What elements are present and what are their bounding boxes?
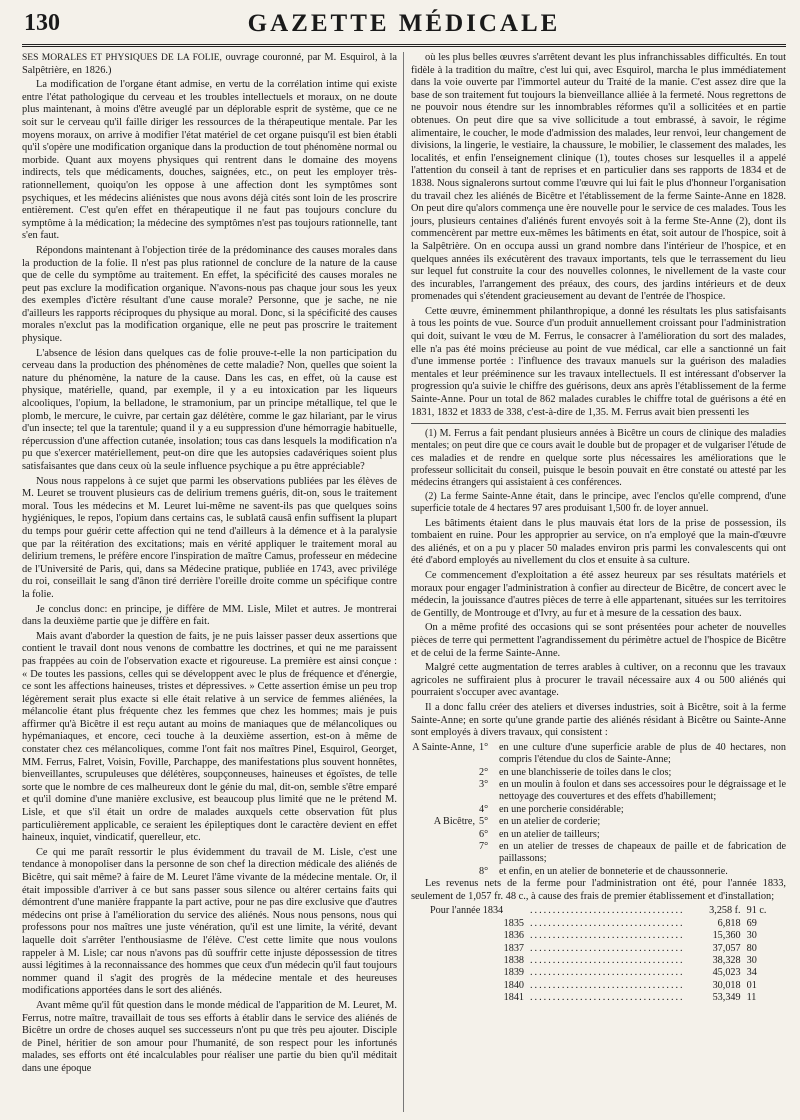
table-row bbox=[427, 943, 780, 955]
paragraph: La modification de l'organe étant admise, en vertu de la corrélation intime qui existe entre l'état pathologique du cerveau et les troubles intellectuels et moraux, on ne doute plus maintenant, à moins d'être aveuglé par un déplorable esprit de système, que ce ne soit sur le cerveau qu'il faille diriger les ressources de la thérapeutique mentale. Par les moyens moraux, on arrive à modifier l'état matériel de cet organe puisqu'il est bien établi qu'il s'opère une modification organique dans la production de tout phénomène normal ou morbide. Quant aux moyens physiques qui rentrent dans le domaine des moyens indirects, tels que médicaments, douches, saignées, etc., on peut les employer très-rationnellement, quoiqu'on les oppose à une affection dont les symptômes sont psychiques, et les médecins aliénistes que nous avons déjà cités sont loin de les proscrire entièrement. C'est qu'en effet en thérapeutique il ne faut pas toujours conclure du symptôme à la médication; la médecine des symptômes n'est pas toujours rationnelle, tant s'en faut. bbox=[22, 79, 397, 242]
list-item-text: en un atelier de tailleurs; bbox=[499, 828, 600, 840]
list-item-place: A Bicêtre, bbox=[433, 816, 475, 828]
paragraph: Répondons maintenant à l'objection tirée de la prédominance des causes morales dans la production de la folie. Il n'est pas plus rationnel de conclure de la nature de la cause que de celle du symptôme au traitement. En effet, la spécificité des causes morales ne peut pas exclure la modification organique. N'avons-nous pas chaque jour sous les yeux des exemples d'ictère résultant d'une cause morale? Personne, que je sache, ne nie d'ailleurs les rapports réciproques du physique au moral. Donc, si la spécificité des causes morales n'exclut pas la modification organique, elle ne peut pas proscrire le traitement physique. bbox=[22, 244, 397, 345]
intro-line bbox=[22, 52, 397, 77]
table-row bbox=[427, 992, 780, 1004]
list-item-place bbox=[411, 866, 479, 878]
paragraph: Avant même qu'il fût question dans le monde médical de l'apparition de M. Leuret, M. Ferrus, notre maître, travaillait de tous ses efforts à établir dans le service des aliénés de Bicêtre un ordre de choses auquel ses successeurs n'ont pu que très peu ajouter. Disciple de Pinel, héritier de son amour pour l'humanité, de son respect pour les infortunés malades, ses efforts ont été incalculables pour réaliser une partie du bien qu'il méditait dans une époque bbox=[22, 999, 397, 1074]
revenue-francs: 3,258 f. bbox=[709, 905, 741, 917]
work-list bbox=[411, 742, 786, 878]
right-column bbox=[404, 52, 786, 1112]
list-item-text: en une blanchisserie de toiles dans le clos; bbox=[499, 766, 672, 778]
paragraph: Nous nous rappelons à ce sujet que parmi les observations publiées par les élèves de M. Leuret se trouvent plusieurs cas de delirium tremens guéris, dit-on, sous le traitement moral. Tous les médecins et M. Leuret lui-même ne savent-ils pas que quelques soins hygiéniques, le repos, l'opium dans certains cas, le sublatâ causâ enfin suffisent la plupart du temps pour guérir cette affection qui ne tend d'ailleurs à la démence et à la paralysie que par la réitération des excitations; mais en vérité appliquer le traitement moral au delirium tremens, le préfère encore l'inspiration de maître Camus, professeur en médecine de l'Université de Paris, qui, dans sa Médecine pratique, publiée en 1743, avec privilége du roi, conseillait le sang d'ânon tiré derrière l'oreille droite comme un spécifique contre la folie. bbox=[22, 475, 397, 600]
revenue-cents: 11 bbox=[746, 992, 757, 1004]
paragraph: Ce commencement d'exploitation a été assez heureux par ses résultats matériels et moraux pour engager l'administration à confier au directeur de Bicêtre, de concert avec le médecin, la jouissance d'autres pièces de terre à elle appartenant, situées sur les territoires de Gentilly, de Montrouge et d'Ivry, au fur et à mesure de la cessation des baux. bbox=[411, 570, 786, 619]
left-paragraphs bbox=[22, 79, 397, 1075]
revenue-year: 1837 bbox=[503, 942, 524, 954]
revenue-year: Pour l'année 1834 bbox=[430, 905, 504, 917]
newspaper-page bbox=[22, 8, 786, 1112]
revenue-table bbox=[427, 905, 780, 1004]
leader-dots: .................................. bbox=[530, 992, 685, 1004]
paragraph: Mais avant d'aborder la question de faits, je ne puis laisser passer deux assertions que contient le travail dont nous venons de combattre les doctrines, et qui ne me paraissent pas frappées au coin de l'observation exacte et rigoureuse. La première est ainsi conçue : « De toutes les passions, celles qui se développent avec le plus de fréquence et d'énergie, ce sont les affections haineuses, tristes et dépressives. » Cette assertion émise un peu trop légèrement serait plus exacte si elle était relative à un service de femmes aliénées, la mélancolie étant plus fréquente chez les femmes que chez les hommes; mais je puis affirmer qu'à Bicêtre il est reçu autant au moins de maniaques que de mélancoliques ou hypémaniaques, et encore, ceci touche à la deuxième assertion, est-on à même de constater chez ces mélancoliques, comme l'ont fait nos maîtres Pinel, Esquirol, Georget, MM. Ferrus, Falret, Voisin, Foville, Parchappe, des manifestations plus souvent honnêtes, bienveillantes, scrupuleuses que délétères, soupçonneuses, haineuses et égoïstes, de telle sorte que le nombre de ces malheureux dont le génie du mal, dit-on, semble s'être emparé et qu'il domine d'une manière exclusive, est beaucoup plus limité que ne le prétend M. Lisle, et que s'il était un ordre de malades auxquels cette observation fût plus particulièrement applicable, ce seraient les épileptiques dont le caractère devient en effet haineux, inquiet, vindicatif, querelleur, etc. bbox=[22, 630, 397, 844]
revenue-year: 1838 bbox=[503, 955, 524, 967]
footnotes bbox=[411, 428, 786, 515]
revenue-cents: 91 c. bbox=[746, 905, 767, 917]
leader-dots: .................................. bbox=[530, 967, 685, 979]
table-row bbox=[427, 980, 780, 992]
paragraph: L'absence de lésion dans quelques cas de folie prouve-t-elle la non participation du cerveau dans la production des phénomènes de cette maladie? Non, quelles que soient la nature du phénomène, la nature de la cause. Dans les cas, en effet, où la cause est physique, matérielle, quand, par exemple, il y a eu intoxication par les liqueurs alcooliques, l'opium, la belladone, le stramonium, par un principe métallique, tel que le plomb, le mercure, le cuivre, par certain gaz délétère, comme le gaz hilariant, par le virus d'un insecte; tel que la tarentule; quand il y a eu suppression d'une hémorragie habituelle, répercussion d'une affection cutanée, insolation; tous cas dans lesquels la modification n'a pu que s'exercer matériellement, peut-on dire que les autopsies cadavériques soient plus satisfaisantes que dans ceux où la seule influence psychique a pu être appréciable? bbox=[22, 347, 397, 472]
leader-dots: .................................. bbox=[530, 979, 685, 991]
revenue-year: 1836 bbox=[503, 930, 524, 942]
list-item-text: en une porcherie considérable; bbox=[499, 803, 624, 815]
list-item-text: en un atelier de tresses de chapeaux de paille et de fabrication de paillassons; bbox=[499, 840, 786, 865]
list-item-num: 6° bbox=[479, 828, 489, 840]
table-row bbox=[427, 967, 780, 979]
leader-dots: .................................. bbox=[530, 955, 685, 967]
journal-title: GAZETTE MÉDICALE bbox=[247, 10, 561, 37]
leader-dots: .................................. bbox=[530, 930, 685, 942]
revenue-year: 1840 bbox=[503, 979, 524, 991]
intro-smallcaps: SES MORALES ET PHYSIQUES DE LA FOLIE, bbox=[22, 53, 222, 63]
list-item-place: A Sainte-Anne, bbox=[412, 741, 475, 753]
table-row bbox=[427, 918, 780, 930]
revenue-francs: 53,349 bbox=[712, 992, 741, 1004]
footnote: (1) M. Ferrus a fait pendant plusieurs années à Bicêtre un cours de clinique des maladies mentales; on peut dire que ce cours avait le double but de propager et de vulgariser l'étude de ces maladies et de rendre en quelque sorte plus nécessaires les améliorations que le professeur sollicitait du conseil, puisque le besoin pouvait en être constaté ou attesté par les médecins étrangers qui assistaient à ces conférences. bbox=[411, 428, 786, 489]
leader-dots: .................................. bbox=[530, 942, 685, 954]
list-item-place bbox=[411, 829, 479, 841]
list-item bbox=[411, 779, 786, 804]
list-item bbox=[411, 866, 786, 878]
paragraph: Cette œuvre, éminemment philanthropique, a donné les résultats les plus satisfaisants à tous les points de vue. Source d'un produit annuellement croissant pour l'administration qui doit, suivant le vœu de M. Ferrus, le consacrer à l'amélioration du sort des malades, elle n'a pas été moins précieuse au point de vue médical, car elle a sanctionné un fait d'une immense portée : l'influence des travaux manuels sur la guérison des maladies mentales et leur prééminence sur les travaux intellectuels. Il est intéressant d'observer la progression qu'a suivie le chiffre des guérisons, deux ans après l'établissement de la ferme Sainte-Anne. Pour un total de 862 malades curables le chiffre total de guérisons a été en 1831, 1832 et 1833 de 338, c'est-à-dire de 1,35. M. Ferrus avait bien pressenti les bbox=[411, 305, 786, 418]
paragraph: Il a donc fallu créer des ateliers et diverses industries, soit à Bicêtre, soit à la ferme Sainte-Anne; en sorte qu'une grande partie des aliénés résidant à Bicêtre ou Sainte-Anne sont employés à divers travaux, qui consistent : bbox=[411, 701, 786, 739]
page-header bbox=[22, 8, 786, 47]
list-item-text: en un atelier de corderie; bbox=[499, 816, 601, 828]
revenue-cents: 80 bbox=[746, 942, 757, 954]
list-item bbox=[411, 841, 786, 866]
revenue-year: 1835 bbox=[503, 917, 524, 929]
table-row bbox=[427, 905, 780, 917]
list-item bbox=[411, 767, 786, 779]
list-item-num: 1° bbox=[479, 741, 489, 753]
list-item-num: 5° bbox=[479, 816, 489, 828]
paragraph: où les plus belles œuvres s'arrêtent devant les plus infranchissables difficultés. En tout fidèle à la tradition du maître, c'est lui qui, avec Esquirol, marcha le plus immédiatement dans la voie ouverte par l'immortel auteur du Traité de la manie. C'est assez dire que la base de son traitement fut toujours la bienveillance alliée à la fermeté. Nous regrettons de ne pouvoir nous étendre sur les innombrables réformes qu'il a sollicitées et en partie obtenues. On peut dire que sa vive sollicitude a tout embrassé, à savoir, le régime alimentaire, le coucher, le mode d'admission des malades, leur renvoi, leur changement de divisions, la lingerie, le vestiaire, la chaussure, le mobilier, le classement des malades, les localités, et enfin l'enseignement clinique (1), toutes choses sur lesquelles il a appelé l'attention du conseil à tant de reprises et en particulier dans ses rapports de 1834 et de 1838. Nous signalerons surtout comme l'œuvre qui lui fait le plus d'honneur l'organisation du travail chez les aliénés de Bicêtre et l'établissement de la ferme Sainte-Anne en 1828. On peut dire qu'alors commença une ère nouvelle pour le service de ces malades. Tous les jours, plusieurs centaines d'aliénés furent envoyés soit à la ferme Ste-Anne (2), dont ils commencèrent par mettre eux-mêmes les bâtiments en état, soit autour de l'hospice, soit à la Salpêtrière. On en occupa aussi un grand nombre dans l'intérieur de l'hospice, et en quelques années ils exécutèrent des travaux importants, tels que le terrassement du lieu sur lequel fut construite la cour des nouvelles colonnes, le nivellement de la vaste cour des incurables, l'arrangement des préaux, des cours, des jardins intérieurs et de deux promenades qui s'étendent gracieusement au devant de l'entrée de l'hospice. bbox=[411, 52, 786, 303]
list-item bbox=[411, 829, 786, 841]
table-row bbox=[427, 955, 780, 967]
list-item-text: en une culture d'une superficie arable de plus de 40 hectares, non compris l'étendue du clos de Sainte-Anne; bbox=[499, 741, 786, 766]
list-item bbox=[411, 742, 786, 767]
revenue-francs: 38,328 bbox=[712, 955, 741, 967]
paragraph: Les bâtiments étaient dans le plus mauvais état lors de la prise de possession, ils tombaient en ruine. Pour les approprier au service, on n'a employé que la main-d'œuvre des aliénés, et on a pu y placer 50 malades environ pris parmi les convalescents qui ont été d'abord employés au nivellement du clos et ensuite à sa culture. bbox=[411, 517, 786, 567]
right-paragraphs-continued bbox=[411, 518, 786, 740]
list-item-text: en un moulin à foulon et dans ses accessoires pour le dégraissage et le nettoyage des couvertures et des effets d'habillement; bbox=[499, 778, 786, 803]
list-item-num: 7° bbox=[479, 840, 489, 852]
table-row bbox=[427, 930, 780, 942]
list-item-num: 4° bbox=[479, 803, 489, 815]
intro-rest: ouvrage couronné, par M. Esquirol, à la Salpêtrière, en 1826.) bbox=[22, 52, 397, 76]
list-item bbox=[411, 816, 786, 828]
revenue-cents: 01 bbox=[746, 979, 757, 991]
revenue-cents: 34 bbox=[746, 967, 757, 979]
revenue-francs: 45,023 bbox=[712, 967, 741, 979]
list-item-place bbox=[411, 804, 479, 816]
footnote: (2) La ferme Sainte-Anne était, dans le principe, avec l'enclos qu'elle comprend, d'une superficie totale de 4 hectares 97 ares produisant 1,500 fr. de loyer annuel. bbox=[411, 491, 786, 515]
list-item-place bbox=[411, 841, 479, 866]
revenue-francs: 6,818 bbox=[717, 917, 741, 929]
list-item-num: 2° bbox=[479, 766, 489, 778]
right-paragraphs bbox=[411, 52, 786, 419]
page-number: 130 bbox=[24, 10, 60, 36]
leader-dots: .................................. bbox=[530, 917, 685, 929]
left-column bbox=[22, 52, 404, 1112]
paragraph: Ce qui me paraît ressortir le plus évidemment du travail de M. Lisle, c'est une tendance à monopoliser dans la personne de son chef la direction médicale des aliénés de Bicêtre, qui sait même? à faire de M. Leuret l'âme vivante de la médecine mentale. Or, il était impossible d'arriver à ce but sans passer sous silence ou altérer certains faits qui démontrent d'une manière frappante la part active, pour ne pas dire exclusive que d'autres médecins ont prise à l'amélioration du service des aliénés. Nous nous pensons, nous qui professons pour nos maîtres une juste vénération, qu'il est une limite, la vérité, devant laquelle doit s'arrêter l'enthousiasme de l'élève. C'est cette limite que nous voulons rappeler à M. Lisle; car nous n'avons pas dû souffrir cette injuste dépossession de titres aussi légitimes à la reconnaissance des hommes que ceux d'un médecin qu'il faut toujours nommer quand il s'agit des progrès de la médecine mentale et des heureuses modifications apportées dans le sort des aliénés. bbox=[22, 846, 397, 997]
revenue-francs: 15,360 bbox=[712, 930, 741, 942]
leader-dots: .................................. bbox=[530, 905, 685, 917]
revenue-cents: 30 bbox=[746, 930, 757, 942]
revenue-francs: 30,018 bbox=[712, 979, 741, 991]
revenue-cents: 30 bbox=[746, 955, 757, 967]
paragraph: Je conclus donc: en principe, je diffère de MM. Lisle, Milet et autres. Je montrerai dans la deuxième partie que je diffère en fait. bbox=[22, 603, 397, 628]
list-item-text: et enfin, en un atelier de bonneterie et de chaussonnerie. bbox=[499, 865, 728, 877]
revenue-year: 1841 bbox=[503, 992, 524, 1004]
paragraph: On a même profité des occasions qui se sont présentées pour acheter de nouvelles pièces de terre qui permettent l'agrandissement du périmètre actuel de l'hospice de Bicêtre et de celui de la ferme Sainte-Anne. bbox=[411, 622, 786, 659]
revenue-cents: 69 bbox=[746, 917, 757, 929]
list-item bbox=[411, 804, 786, 816]
list-item-place bbox=[411, 779, 479, 804]
revenue-year: 1839 bbox=[503, 967, 524, 979]
paragraph: Malgré cette augmentation de terres arables à cultiver, on a reconnu que les travaux agricoles ne suffiraient plus à procurer le travail nécessaire aux 4 ou 500 aliénés qui pourraient s'occuper avec avantage. bbox=[411, 662, 786, 699]
list-item-num: 3° bbox=[479, 778, 489, 790]
revenue-francs: 37,057 bbox=[712, 942, 741, 954]
list-item-place bbox=[411, 767, 479, 779]
columns bbox=[22, 52, 786, 1112]
list-item-num: 8° bbox=[479, 865, 489, 877]
footnote-rule bbox=[411, 423, 786, 424]
revenue-intro: Les revenus nets de la ferme pour l'administration ont été, pour l'année 1833, seulement de 1,057 fr. 48 c., à cause des frais de premier établissement et d'installation; bbox=[411, 878, 786, 902]
